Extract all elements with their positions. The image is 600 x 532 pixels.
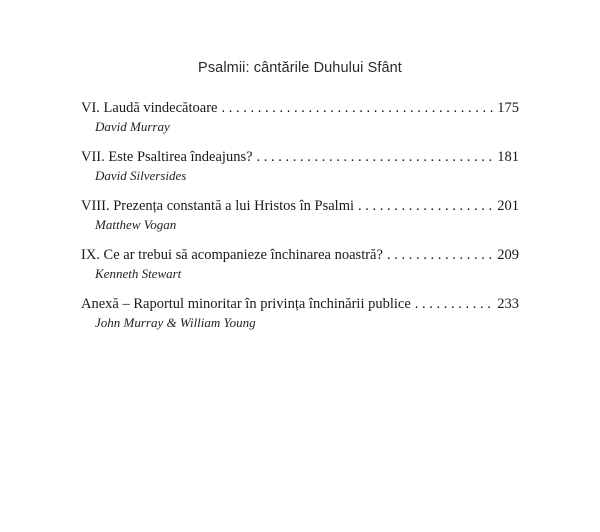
running-head: Psalmii: cântările Duhului Sfânt <box>198 60 402 76</box>
toc-entry-line <box>81 294 519 314</box>
toc-entry-page-number: 233 <box>497 296 519 312</box>
dot-leader <box>415 294 493 314</box>
toc-entry-title: IX. Ce ar trebui să acompanieze închinarea noastră? <box>81 247 383 263</box>
toc-entry-title: VII. Este Psaltirea îndeajuns? <box>81 149 253 165</box>
table-of-contents <box>81 98 519 343</box>
toc-entry-line <box>81 245 519 265</box>
toc-entry-author: John Murray & William Young <box>95 315 256 330</box>
dot-leader <box>358 196 493 216</box>
toc-entry-page-number: 175 <box>497 100 519 116</box>
toc-entry <box>81 294 519 343</box>
toc-entry <box>81 147 519 196</box>
toc-entry-title: Anexă – Raportul minoritar în privința închinării publice <box>81 296 411 312</box>
toc-entry-line <box>81 196 519 216</box>
toc-entry-author: David Murray <box>95 119 170 134</box>
toc-entry-page-number: 209 <box>497 247 519 263</box>
toc-entry-line <box>81 147 519 167</box>
dot-leader <box>257 147 494 167</box>
toc-entry-line <box>81 98 519 118</box>
toc-entry <box>81 245 519 294</box>
toc-entry-author: Kenneth Stewart <box>95 266 182 281</box>
toc-entry-author: Matthew Vogan <box>95 217 177 232</box>
toc-entry-page-number: 201 <box>497 198 519 214</box>
toc-entry-page-number: 181 <box>497 149 519 165</box>
toc-entry-title: VIII. Prezența constantă a lui Hristos în Psalmi <box>81 198 355 214</box>
toc-entry <box>81 196 519 245</box>
dot-leader <box>221 98 493 118</box>
toc-entry-author: David Silversides <box>95 168 187 183</box>
toc-entry <box>81 98 519 147</box>
dot-leader <box>387 245 493 265</box>
toc-entry-title: VI. Laudă vindecătoare <box>81 100 218 116</box>
